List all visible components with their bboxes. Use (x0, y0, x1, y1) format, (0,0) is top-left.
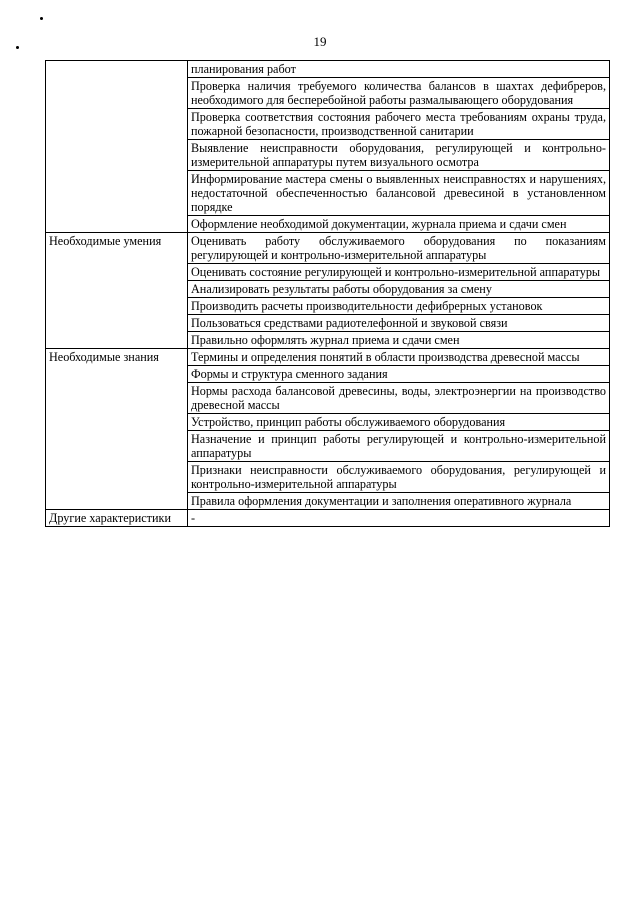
section-item: Оценивать состояние регулирующей и контрольно-измерительной аппаратуры (188, 264, 610, 281)
section-label (46, 61, 188, 233)
characteristics-table (45, 60, 610, 527)
section-item: Анализировать результаты работы оборудования за смену (188, 281, 610, 298)
section-item: Формы и структура сменного задания (188, 366, 610, 383)
table-body (46, 61, 610, 527)
table-row (46, 510, 610, 527)
section-item: Назначение и принцип работы регулирующей и контрольно-измерительной аппаратуры (188, 431, 610, 462)
section-item: Термины и определения понятий в области производства древесной массы (188, 349, 610, 366)
section-item: Правильно оформлять журнал приема и сдачи смен (188, 332, 610, 349)
section-item: Проверка наличия требуемого количества балансов в шахтах дефибреров, необходимого для бесперебойной работы размалывающего оборудования (188, 78, 610, 109)
section-item: - (188, 510, 610, 527)
section-item: Оценивать работу обслуживаемого оборудования по показаниям регулирующей и контрольно-измерительной аппаратуры (188, 233, 610, 264)
section-item: Правила оформления документации и заполнения оперативного журнала (188, 493, 610, 510)
table-row (46, 233, 610, 264)
section-item: Устройство, принцип работы обслуживаемого оборудования (188, 414, 610, 431)
table-row (46, 349, 610, 366)
section-label: Необходимые знания (46, 349, 188, 510)
section-item: Нормы расхода балансовой древесины, воды, электроэнергии на производство древесной массы (188, 383, 610, 414)
section-item: Пользоваться средствами радиотелефонной и звуковой связи (188, 315, 610, 332)
section-item: Производить расчеты производительности дефибрерных установок (188, 298, 610, 315)
section-item: Выявление неисправности оборудования, регулирующей и контрольно-измерительной аппаратуры путем визуального осмотра (188, 140, 610, 171)
page-number: 19 (313, 34, 327, 49)
section-item: планирования работ (188, 61, 610, 78)
section-label: Необходимые умения (46, 233, 188, 349)
scan-mark (40, 17, 43, 20)
section-item: Признаки неисправности обслуживаемого оборудования, регулирующей и контрольно-измерительной аппаратуры (188, 462, 610, 493)
section-item: Оформление необходимой документации, журнала приема и сдачи смен (188, 216, 610, 233)
table-row (46, 61, 610, 78)
section-label: Другие характеристики (46, 510, 188, 527)
section-item: Информирование мастера смены о выявленных неисправностях и нарушениях, недостаточной обеспеченностью балансовой древесиной в установленном порядке (188, 171, 610, 216)
section-item: Проверка соответствия состояния рабочего места требованиям охраны труда, пожарной безопасности, производственной санитарии (188, 109, 610, 140)
